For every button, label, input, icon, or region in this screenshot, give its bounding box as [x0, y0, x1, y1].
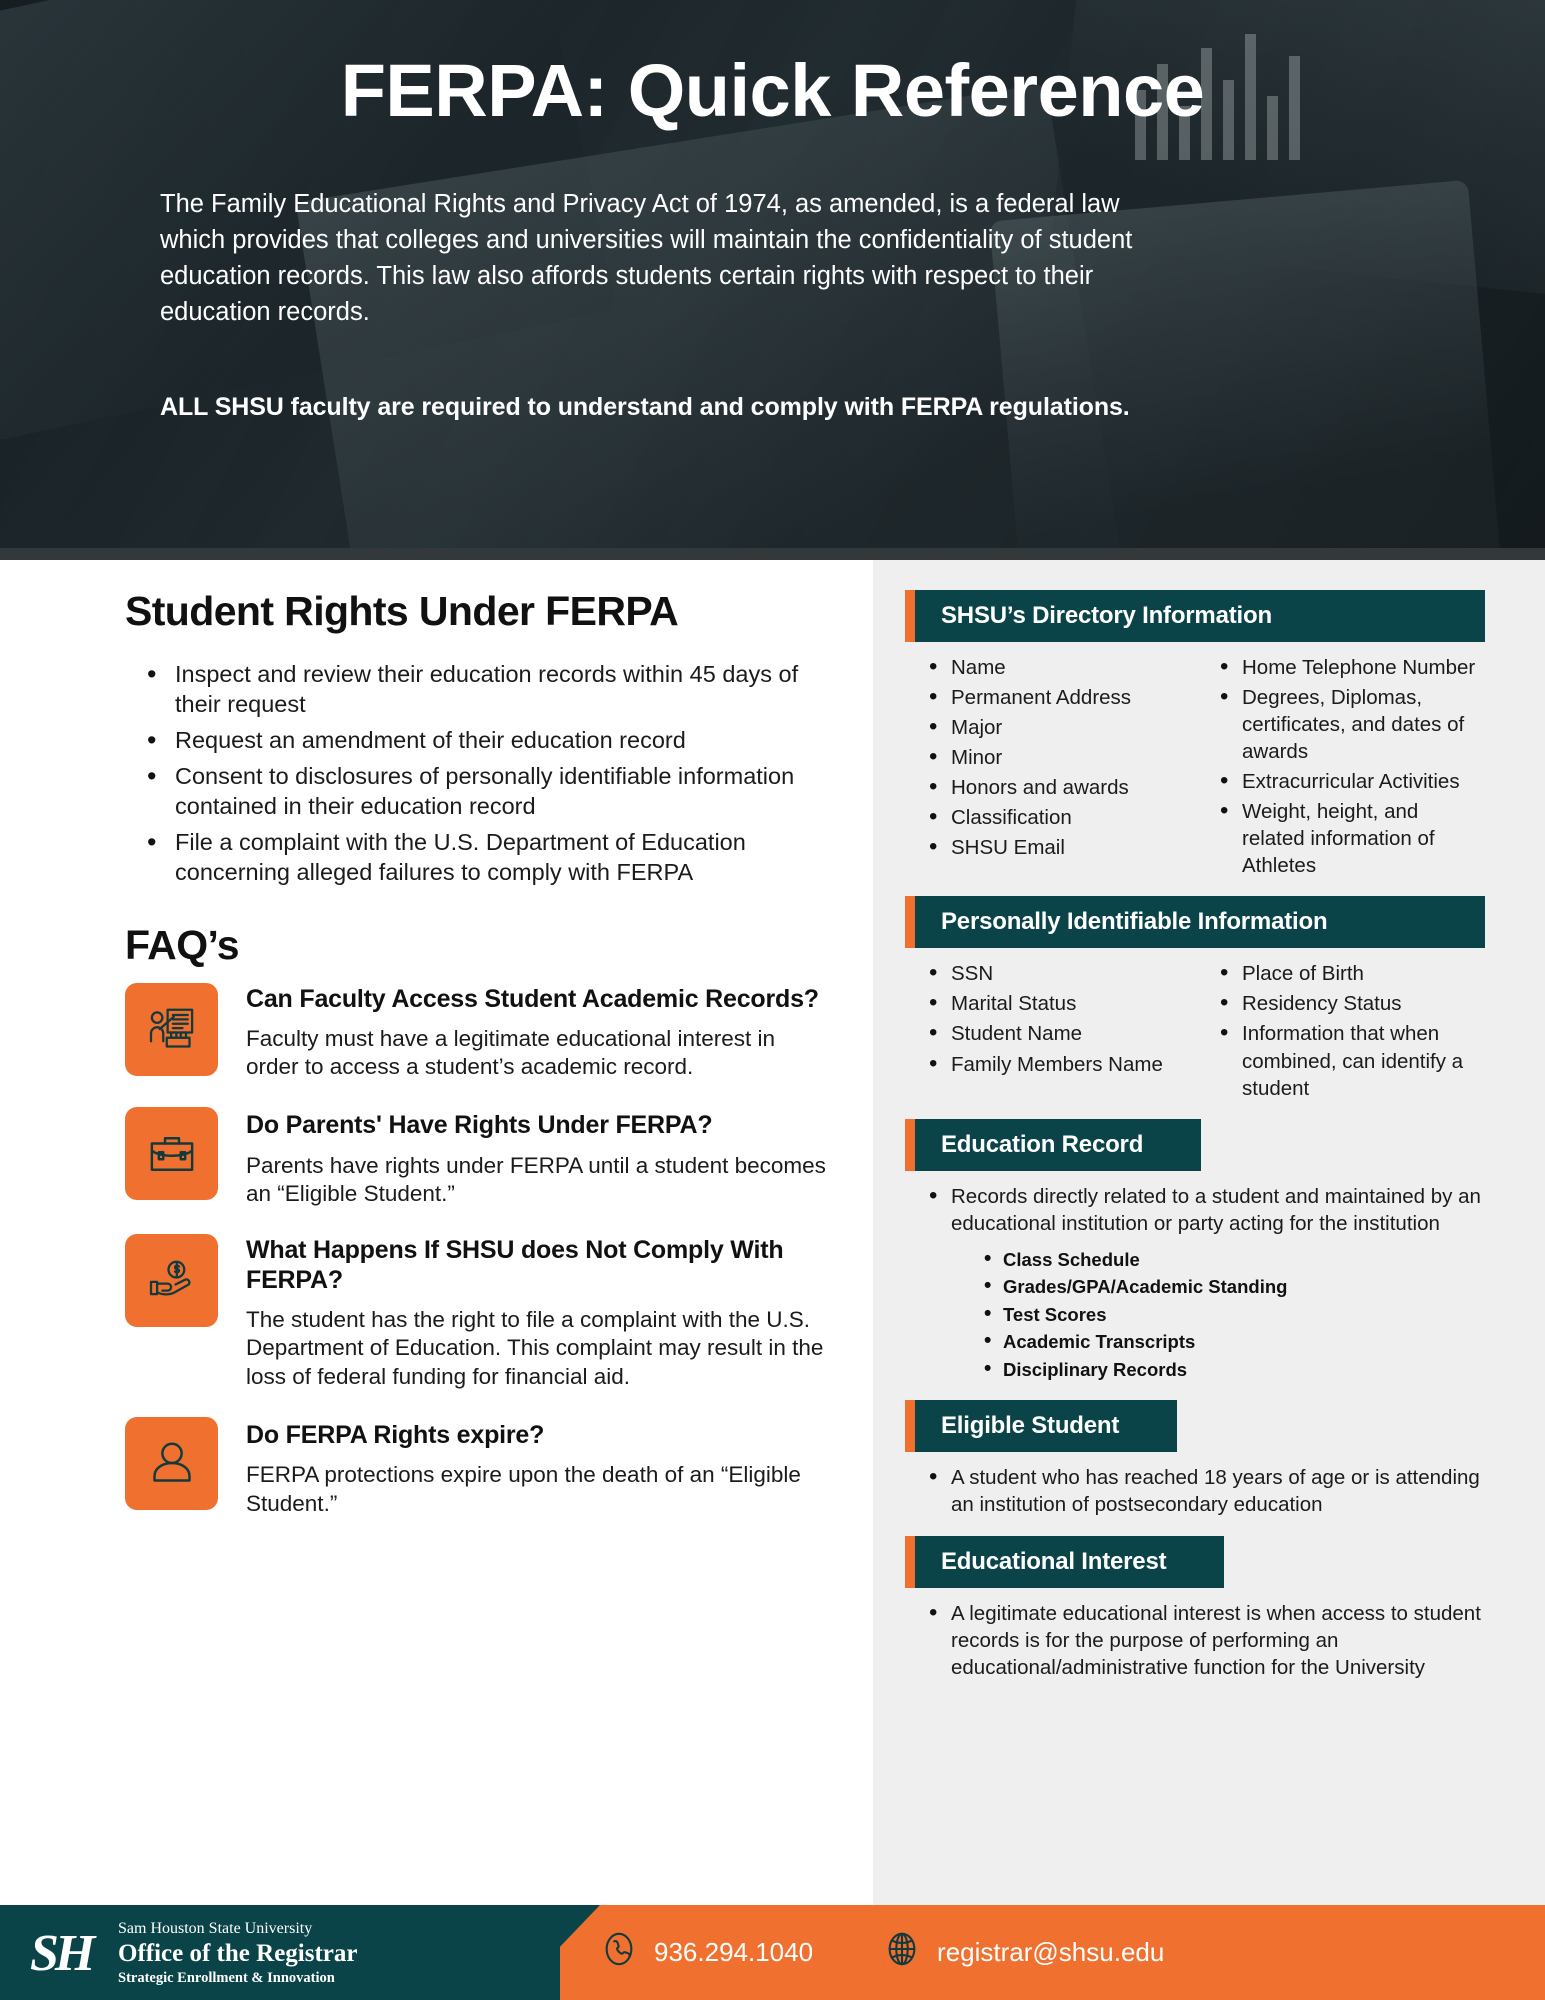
briefcase-icon	[125, 1107, 218, 1200]
panel-title: Educational Interest	[915, 1536, 1224, 1588]
list-item: • Weight, height, and related information of Athletes	[1212, 798, 1485, 879]
list-item: • Extracurricular Activities	[1212, 768, 1485, 795]
list-item: • Grades/GPA/Academic Standing	[979, 1276, 1485, 1299]
faq-answer: Parents have rights under FERPA until a student becomes an “Eligible Student.”	[246, 1152, 826, 1207]
list-item: • Records directly related to a student and maintained by an educational institution or party acting for the institution	[921, 1183, 1485, 1237]
faq-answer: FERPA protections expire upon the death of an “Eligible Student.”	[246, 1462, 801, 1516]
globe-icon	[883, 1930, 921, 1975]
list-item: • Academic Transcripts	[979, 1331, 1485, 1354]
right-column	[873, 560, 1545, 1905]
list-item: • Disciplinary Records	[979, 1359, 1485, 1382]
footer-division-name: Strategic Enrollment & Innovation	[118, 1970, 335, 1986]
faq-answer: The student has the right to file a complaint with the U.S. Department of Education. This complaint may result in the loss of federal funding for financial aid.	[246, 1306, 824, 1389]
student-rights-list	[137, 659, 833, 888]
person-icon	[125, 1417, 218, 1510]
sh-monogram-icon: SH	[30, 1924, 92, 1982]
educational-interest-list	[915, 1600, 1485, 1681]
panel-directory-information	[915, 590, 1485, 882]
education-record-sub-list	[979, 1249, 1485, 1382]
panel-eligible-student	[915, 1400, 1485, 1518]
list-item: • Request an amendment of their education record	[137, 725, 833, 755]
list-item: • Family Members Name	[921, 1051, 1194, 1078]
hero-banner	[0, 0, 1545, 560]
list-item: • Degrees, Diplomas, certificates, and dates of awards	[1212, 684, 1485, 765]
page-title: FERPA: Quick Reference	[340, 49, 1205, 132]
panel-title: SHSU’s Directory Information	[915, 590, 1485, 642]
list-item: • Inspect and review their education records within 45 days of their request	[137, 659, 833, 719]
faq-item	[125, 1107, 833, 1208]
list-item: • Name	[921, 654, 1194, 681]
list-item: • Major	[921, 714, 1194, 741]
list-item: • Honors and awards	[921, 774, 1194, 801]
phone-icon	[600, 1930, 638, 1975]
footer-phone-text: 936.294.1040	[654, 1937, 814, 1967]
list-item: • Test Scores	[979, 1304, 1485, 1327]
faq-question: What Happens If SHSU does Not Comply With FERPA?	[246, 1236, 784, 1294]
faq-question: Do Parents' Have Rights Under FERPA?	[246, 1111, 713, 1140]
pii-column-1	[921, 960, 1194, 1104]
left-column	[0, 560, 873, 1905]
panel-education-record	[915, 1119, 1485, 1382]
faq-question: Do FERPA Rights expire?	[246, 1420, 545, 1449]
hero-paragraph: The Family Educational Rights and Privacy Act of 1974, as amended, is a federal law which provides that colleges and universities will maintain the confidentiality of student education records. This law also affords students certain rights with respect to their education records.	[160, 189, 1133, 327]
directory-column-2	[1212, 654, 1485, 882]
directory-column-1	[921, 654, 1194, 882]
list-item: • SHSU Email	[921, 834, 1194, 861]
list-item: • Marital Status	[921, 990, 1194, 1017]
list-item: • SSN	[921, 960, 1194, 987]
panel-title: Personally Identifiable Information	[915, 896, 1485, 948]
list-item: • Home Telephone Number	[1212, 654, 1485, 681]
faq-question: Can Faculty Access Student Academic Records?	[246, 984, 819, 1013]
list-item: • A student who has reached 18 years of age or is attending an institution of postsecondary education	[921, 1464, 1485, 1518]
footer-contacts	[600, 1905, 1164, 2000]
list-item: • Residency Status	[1212, 990, 1485, 1017]
hero-bold-statement: ALL SHSU faculty are required to understand and comply with FERPA regulations.	[160, 392, 1130, 421]
pii-lists	[915, 960, 1485, 1104]
footer-phone[interactable]	[600, 1930, 813, 1975]
list-item: • Student Name	[921, 1020, 1194, 1047]
panel-title: Eligible Student	[915, 1400, 1177, 1452]
faq-answer: Faculty must have a legitimate educational interest in order to access a student’s academic record.	[246, 1025, 776, 1080]
hand-holding-money-icon	[125, 1234, 218, 1327]
pii-column-2	[1212, 960, 1485, 1104]
list-item: • Class Schedule	[979, 1249, 1485, 1272]
eligible-student-list	[915, 1464, 1485, 1518]
footer-office-name: Office of the Registrar	[118, 1940, 358, 1967]
faq-item	[125, 1234, 833, 1391]
footer-email-text: registrar@shsu.edu	[937, 1937, 1165, 1967]
main-content	[0, 560, 1545, 1905]
list-item: • Classification	[921, 804, 1194, 831]
list-item: • A legitimate educational interest is when access to student records is for the purpose of performing an educational/administrative function for the University	[921, 1600, 1485, 1681]
page-footer	[0, 1905, 1545, 2000]
panel-educational-interest	[915, 1536, 1485, 1681]
faq-item	[125, 983, 833, 1082]
shsu-logo	[30, 1919, 357, 1989]
directory-lists	[915, 654, 1485, 882]
faq-item	[125, 1417, 833, 1518]
list-item: • Information that when combined, can identify a student	[1212, 1020, 1485, 1101]
list-item: • File a complaint with the U.S. Department of Education concerning alleged failures to comply with FERPA	[137, 827, 833, 887]
list-item: • Minor	[921, 744, 1194, 771]
list-item: • Consent to disclosures of personally identifiable information contained in their education record	[137, 761, 833, 821]
hero-bottom-rule	[0, 548, 1545, 560]
list-item: • Permanent Address	[921, 684, 1194, 711]
panel-personally-identifiable-information	[915, 896, 1485, 1104]
faq-heading: FAQ’s	[125, 921, 239, 968]
footer-university-name: Sam Houston State University	[118, 1920, 313, 1937]
presentation-board-icon	[125, 983, 218, 1076]
education-record-list	[915, 1183, 1485, 1237]
panel-title: Education Record	[915, 1119, 1201, 1171]
student-rights-heading: Student Rights Under FERPA	[125, 588, 679, 634]
footer-email[interactable]	[883, 1930, 1164, 1975]
list-item: • Place of Birth	[1212, 960, 1485, 987]
